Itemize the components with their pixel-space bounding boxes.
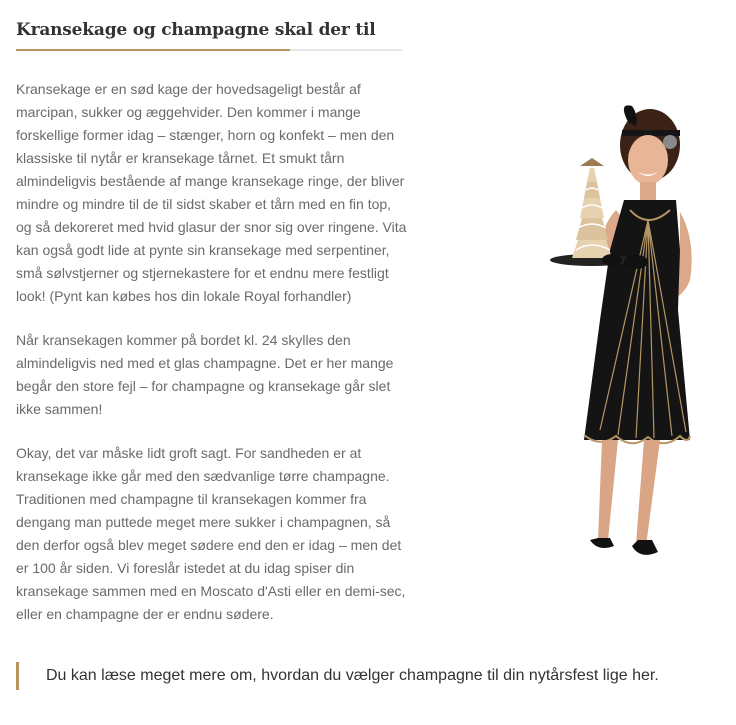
paragraph-1: Kransekage er en sød kage der hovedsageligt består af marcipan, sukker og æggehvider. Den kommer i mange forskellige former idag – stænger, horn og konfekt – men den klassiske til nytår er kransekage tårnet. Et smukt tårn almindeligvis bestående af mange kransekage ringe, der bliver mindre og mindre til de til sidst skaber et tårn med en fin top, og så dekoreret med hvid glasur der snor sig over ringene. Vita kan også godt lide at pynte sin kransekage med serpentiner, små sølvstjerner og stjernekastere for et endnu mere festligt look! (Pynt kan købes hos din lokale Royal forhandler) [16, 81, 407, 304]
paragraph-2: Når kransekagen kommer på bordet kl. 24 skylles den almindeligvis ned med et glas champagne. Det er her mange begår den store fejl – for champagne og kransekage går slet ikke sammen! [16, 332, 394, 417]
article-heading-block [16, 20, 402, 51]
woman-illustration [540, 100, 710, 595]
woman-with-kransekage-image [540, 100, 710, 595]
heading-underline-accent [16, 49, 290, 51]
blockquote-link-text[interactable]: Du kan læse meget mere om, hvordan du vælger champagne til din nytårsfest lige her. [16, 662, 716, 690]
heading-underline [16, 49, 402, 51]
article-heading: Kransekage og champagne skal der til [16, 20, 376, 40]
paragraph-3: Okay, det var måske lidt groft sagt. For sandheden er at kransekage ikke går med den sædvanlige tørre champagne. Traditionen med champagne til kransekagen kommer fra dengang man puttede meget mere sukker i champagnen, så den derfor også blev meget sødere end den er idag – men det er 100 år siden. Vi foreslår istedet at du idag spiser din kransekage sammen med en Moscato d'Asti eller en demi-sec, eller en champagne der er endnu sødere. [16, 445, 406, 622]
article-body [16, 78, 408, 647]
